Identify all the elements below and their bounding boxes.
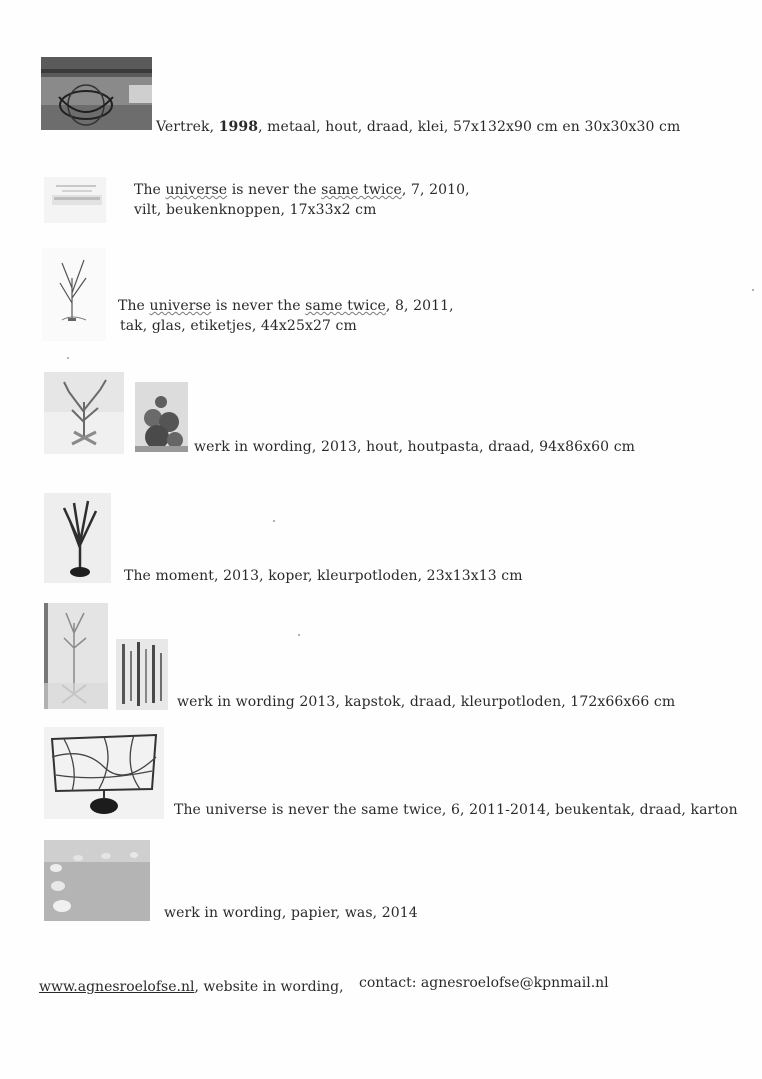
caption-line-1	[118, 296, 454, 316]
pencils-detail-photo	[116, 639, 168, 710]
caption-werk-2013: werk in wording, 2013, hout, houtpasta, draad, 94x86x60 cm	[194, 439, 636, 455]
text-post: , 7, 2010,	[401, 182, 470, 198]
scan-speck	[298, 634, 300, 636]
felt-strip-image	[44, 177, 106, 223]
caption-line-2: vilt, beukenknoppen, 17x33x2 cm	[134, 202, 377, 218]
text-universe: universe	[165, 182, 228, 198]
website-note: , website in wording,	[194, 979, 344, 995]
paper-wax-image	[44, 840, 150, 921]
caption-werk-kapstok: werk in wording 2013, kapstok, draad, kleurpotloden, 172x66x66 cm	[177, 694, 676, 710]
caption-universe-8	[118, 296, 454, 336]
caption-line-1	[134, 180, 470, 200]
coat-rack-photo	[44, 603, 108, 709]
copper-branch-photo	[44, 493, 111, 583]
caption-universe-7	[134, 180, 470, 220]
tree-detail-image	[135, 382, 188, 452]
text-post: , 8, 2011,	[385, 298, 454, 314]
paper-wax-photo	[44, 840, 150, 921]
text-universe: universe	[149, 298, 212, 314]
text-mid: is never the	[211, 298, 306, 314]
text-pre: The	[118, 298, 150, 314]
text-mid: is never the	[227, 182, 322, 198]
text-same-twice: same twice	[321, 182, 402, 198]
website-link[interactable]: www.agnesroelofse.nl	[39, 979, 195, 995]
tree-detail-photo	[135, 382, 188, 452]
text-pre: The	[134, 182, 166, 198]
vertrek-sculpture-image	[41, 57, 152, 130]
copper-branch-image	[44, 493, 111, 583]
coat-rack-image	[44, 603, 108, 709]
tree-sculpture-photo	[44, 372, 124, 454]
wire-net-photo	[44, 727, 164, 819]
vertrek-sculpture-photo	[41, 57, 152, 130]
caption-the-moment: The moment, 2013, koper, kleurpotloden, 23x13x13 cm	[124, 568, 523, 584]
scan-speck	[273, 520, 275, 522]
caption-details: , metaal, hout, draad, klei, 57x132x90 cm en 30x30x30 cm	[258, 119, 681, 135]
pencils-detail-image	[116, 639, 168, 710]
branch-glass-photo	[42, 248, 106, 341]
felt-strip-photo	[44, 177, 106, 223]
text-same-twice: same twice	[305, 298, 386, 314]
caption-universe-6: The universe is never the same twice, 6, 2011-2014, beukentak, draad, karton	[174, 802, 738, 818]
wire-net-image	[44, 727, 164, 819]
footer-website	[39, 979, 344, 995]
caption-werk-papier: werk in wording, papier, was, 2014	[164, 905, 418, 921]
caption-year: 1998	[218, 119, 259, 135]
tree-sculpture-image	[44, 372, 124, 454]
caption-title: Vertrek	[156, 119, 210, 135]
branch-glass-image	[42, 248, 106, 341]
footer-contact: contact: agnesroelofse@kpnmail.nl	[359, 975, 609, 991]
scan-speck	[67, 357, 69, 359]
scan-speck	[752, 289, 754, 291]
caption-vertrek: Vertrek, 1998, metaal, hout, draad, klei, 57x132x90 cm en 30x30x30 cm	[156, 119, 681, 135]
caption-line-2: tak, glas, etiketjes, 44x25x27 cm	[120, 318, 357, 334]
